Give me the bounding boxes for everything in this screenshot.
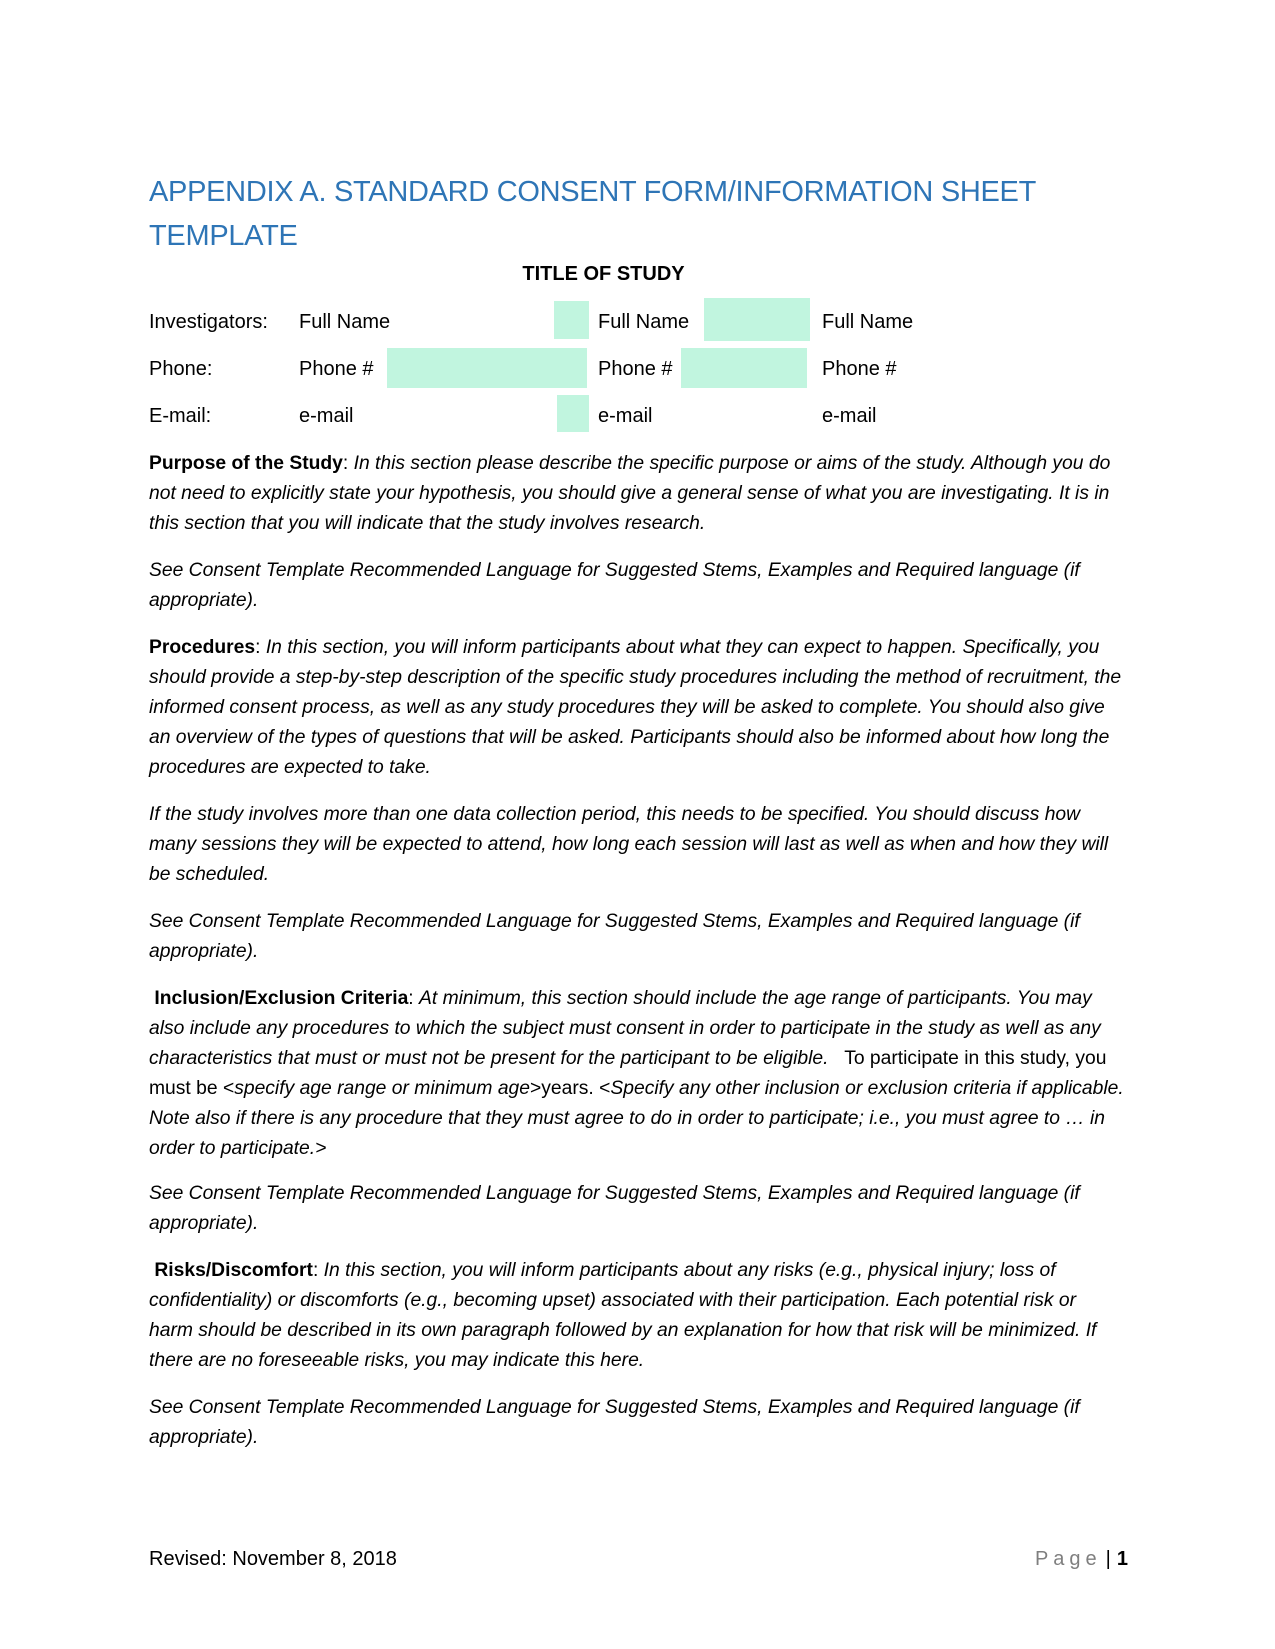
page-number-block (1035, 1548, 1128, 1571)
see-template-note-1: See Consent Template Recommended Language for Suggested Stems, Examples and Required language (if appropriate). (149, 560, 1080, 611)
page-separator: | (1105, 1548, 1111, 1570)
study-title (0, 263, 1275, 286)
study-title-text: TITLE OF STUDY (522, 263, 685, 285)
heading-line-2: TEMPLATE (149, 220, 298, 252)
email-value-1: e-mail (299, 405, 354, 427)
phone-value-3: Phone # (822, 358, 897, 380)
inclusion-criteria-placeholder: Specify any other inclusion or exclusion criteria if applicable. Note also if there is any procedure that they must agree to do in order to participate; i.e., you must agree to … in order to participate.> (149, 1078, 1124, 1159)
inclusion-text: At minimum, this section should include the age range of participants. You may also include any procedures to which the subject must consent in order to participate in the study as well as any characteristics that must or must not be present for the participant to be eligible. (149, 988, 1101, 1069)
procedures-heading: Procedures (149, 637, 256, 658)
investigators-label: Investigators: (149, 311, 268, 333)
inclusion-plain-2: >years. < (530, 1078, 611, 1099)
purpose-heading: Purpose of the Study (149, 453, 343, 474)
procedures-paragraph: Procedures: In this section, you will inform participants about what they can expect to happen. Specifically, you should provide a step-by-step description of the specific study procedures including the method of recruitment, the informed consent process, as well as any study procedures they will be asked to complete. You should also give an overview of the types of questions that will be asked. Participants should also be informed about how long the procedures are expected to take. (149, 637, 1122, 778)
revised-date: Revised: November 8, 2018 (149, 1548, 397, 1570)
see-template-note-4: See Consent Template Recommended Language for Suggested Stems, Examples and Required language (if appropriate). (149, 1397, 1080, 1448)
see-template-note-2: See Consent Template Recommended Language for Suggested Stems, Examples and Required language (if appropriate). (149, 911, 1080, 962)
highlight-block (387, 348, 587, 388)
phone-value-2: Phone # (598, 358, 673, 380)
risks-text: In this section, you will inform participants about any risks (e.g., physical injury; loss of confidentiality) or discomforts (e.g., becoming upset) associated with their participation. Each potential risk or harm should be described in its own paragraph followed by an explanation for how that risk will be minimized. If there are no foreseeable risks, you may indicate this here. (149, 1260, 1097, 1371)
investigator-name-2: Full Name (598, 311, 690, 333)
page-number: 1 (1116, 1548, 1128, 1570)
email-value-2: e-mail (598, 405, 653, 427)
appendix-heading (149, 170, 1129, 258)
procedures-text: In this section, you will inform participants about what they can expect to happen. Specifically, you should provide a step-by-step description of the specific study procedures including the method of recruitment, the informed consent process, as well as any study procedures they will be asked to complete. You should also give an overview of the types of questions that will be asked. Participants should also be informed about how long the procedures are expected to take. (149, 637, 1122, 778)
highlight-block (704, 298, 810, 341)
risks-heading: Risks/Discomfort (154, 1260, 313, 1281)
see-template-note-3: See Consent Template Recommended Language for Suggested Stems, Examples and Required language (if appropriate). (149, 1183, 1080, 1234)
highlight-block (557, 395, 589, 432)
phone-value-1: Phone # (299, 358, 374, 380)
highlight-block (681, 348, 807, 388)
inclusion-age-placeholder: specify age range or minimum age (234, 1078, 530, 1099)
purpose-text: In this section please describe the specific purpose or aims of the study. Although you do not need to explicitly state your hypothesis, you should give a general sense of what you are investigating. It is in this section that you will indicate that the study involves research. (149, 453, 1111, 534)
inclusion-plain-1: To participate in this study, you must be < (149, 1048, 1107, 1099)
email-value-3: e-mail (822, 405, 877, 427)
email-label: E-mail: (149, 405, 212, 427)
highlight-block (554, 301, 589, 339)
page-label: Page (1034, 1548, 1102, 1570)
investigator-name-3: Full Name (822, 311, 914, 333)
risks-paragraph: Risks/Discomfort: In this section, you will inform participants about any risks (e.g., physical injury; loss of confidentiality) or discomforts (e.g., becoming upset) associated with their participation. Each potential risk or harm should be described in its own paragraph followed by an explanation for how that risk will be minimized. If there are no foreseeable risks, you may indicate this here. (149, 1260, 1097, 1371)
inclusion-paragraph: Inclusion/Exclusion Criteria: At minimum, this section should include the age range of participants. You may also include any procedures to which the subject must consent in order to participate in the study as well as any characteristics that must or must not be present for the participant to be eligible. To participate in this study, you must be <specify age range or minimum age>years. <Specify any other inclusion or exclusion criteria if applicable. Note also if there is any procedure that they must agree to do in order to participate; i.e., you must agree to … in order to participate.> (149, 988, 1124, 1159)
purpose-paragraph: Purpose of the Study: In this section please describe the specific purpose or aims of the study. Although you do not need to explicitly state your hypothesis, you should give a general sense of what you are investigating. It is in this section that you will indicate that the study involves research. (149, 453, 1111, 534)
heading-line-1: APPENDIX A. STANDARD CONSENT FORM/INFORMATION SHEET (149, 176, 1037, 208)
phone-label: Phone: (149, 358, 213, 380)
procedures-more-paragraph: If the study involves more than one data collection period, this needs to be specified. You should discuss how many sessions they will be expected to attend, how long each session will last as well as when and how they will be scheduled. (149, 804, 1109, 885)
inclusion-heading: Inclusion/Exclusion Criteria (154, 988, 409, 1009)
investigator-name-1: Full Name (299, 311, 391, 333)
